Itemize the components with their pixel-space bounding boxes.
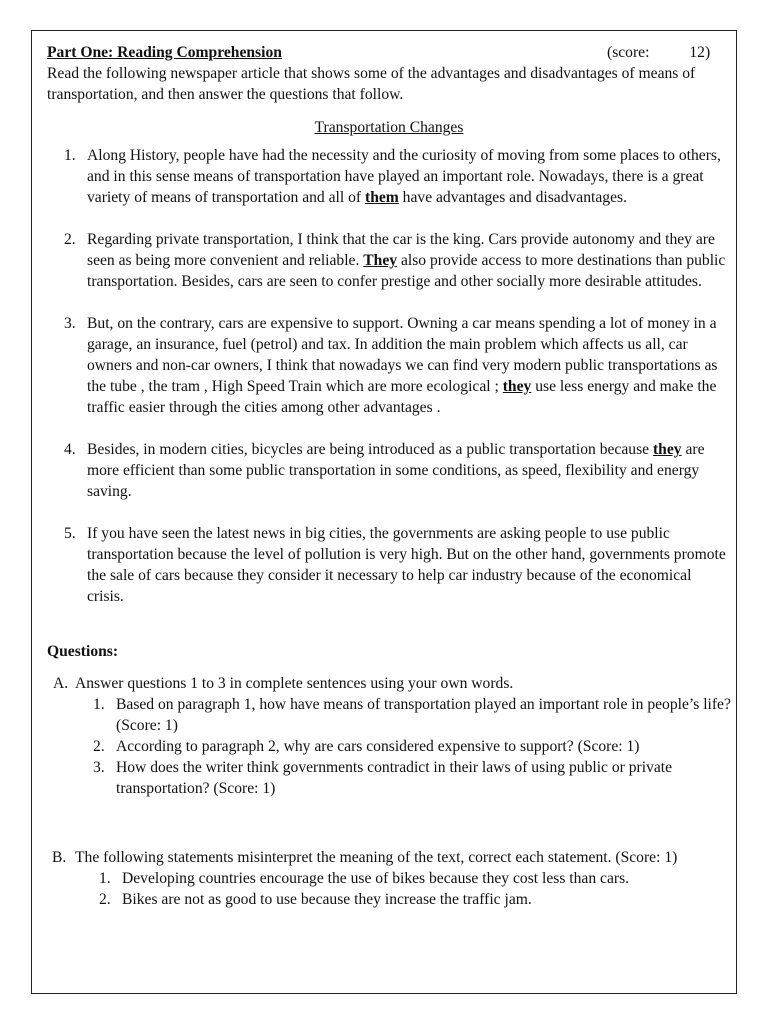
statement-number: 2. bbox=[99, 891, 111, 908]
question-number: 2. bbox=[93, 738, 105, 755]
paragraph-text: Along History, people have had the necessity and the curiosity of moving from some places to others, and in this sense means of transportation have played an important role. Nowadays, there is a great variety of means of transportation and all of bbox=[87, 147, 721, 206]
question-text: How does the writer think governments contradict in their laws of using public or private transportation? (Score: 1) bbox=[116, 759, 673, 797]
article-title: Transportation Changes bbox=[314, 119, 464, 136]
article-paragraphs bbox=[47, 145, 731, 607]
article-paragraph-2 bbox=[47, 229, 731, 292]
reference-word: they bbox=[502, 378, 532, 395]
score-label: (score: bbox=[607, 44, 650, 61]
statement-item bbox=[47, 889, 731, 910]
section-letter: B. bbox=[52, 849, 67, 866]
statement-text: Developing countries encourage the use of bikes because they cost less than cars. bbox=[122, 870, 630, 887]
header-row bbox=[47, 42, 731, 63]
paragraph-number: 4. bbox=[64, 441, 76, 458]
paragraph-number: 2. bbox=[64, 231, 76, 248]
paragraph-text: Regarding private transportation, I think that the car is the king. Cars provide autonomy and they are seen as being more convenient and reliable. bbox=[87, 231, 715, 269]
reference-word: them bbox=[365, 189, 399, 206]
questions-heading: Questions: bbox=[47, 643, 119, 660]
paragraph-number: 5. bbox=[64, 525, 76, 542]
question-number: 3. bbox=[93, 759, 105, 776]
statement-item bbox=[47, 868, 731, 889]
section-a-instruction bbox=[47, 673, 731, 694]
score-box bbox=[607, 42, 710, 63]
article-paragraph-1 bbox=[47, 145, 731, 208]
question-item bbox=[47, 757, 731, 799]
question-text: According to paragraph 2, why are cars considered expensive to support? (Score: 1) bbox=[116, 738, 640, 755]
paragraph-text: are more efficient than some public transportation in some conditions, as speed, flexibility and energy saving. bbox=[87, 441, 705, 500]
article-paragraph-4 bbox=[47, 439, 731, 502]
section-a-questions bbox=[47, 694, 731, 799]
question-item bbox=[47, 694, 731, 736]
paragraph-text: But, on the contrary, cars are expensive to support. Owning a car means spending a lot of money in a garage, an insurance, fuel (petrol) and tax. In addition the main problem which affects us all, car owners and non-car owners, I think that nowadays we can find very modern public transportations as the tube , the tram , High Speed Train which are more ecological ; bbox=[87, 315, 718, 395]
section-instruction-text: The following statements misinterpret the meaning of the text, correct each statement. (Score: 1) bbox=[75, 849, 678, 866]
score-value: 12) bbox=[689, 44, 711, 61]
section-b-statements bbox=[47, 868, 731, 910]
paragraph-text: Besides, in modern cities, bicycles are being introduced as a public transportation because bbox=[87, 441, 653, 458]
worksheet-content bbox=[47, 42, 731, 910]
question-number: 1. bbox=[93, 696, 105, 713]
paragraph-number: 3. bbox=[64, 315, 76, 332]
paragraph-text: use less energy and make the traffic easier through the cities among other advantages . bbox=[87, 378, 717, 416]
question-section-a bbox=[47, 673, 731, 799]
part-title: Part One: Reading Comprehension bbox=[47, 44, 282, 61]
section-b-instruction bbox=[47, 847, 731, 868]
article-paragraph-3 bbox=[47, 313, 731, 418]
question-item bbox=[47, 736, 731, 757]
reference-word: they bbox=[652, 441, 682, 458]
article-paragraph-5 bbox=[47, 523, 731, 607]
reference-word: They bbox=[363, 252, 398, 269]
section-letter: A. bbox=[53, 675, 69, 692]
paragraph-text: also provide access to more destinations than public transportation. Besides, cars are seen to confer prestige and other socially more desirable attitudes. bbox=[87, 252, 726, 290]
paragraph-text: have advantages and disadvantages. bbox=[398, 189, 627, 206]
statement-number: 1. bbox=[99, 870, 111, 887]
paragraph-number: 1. bbox=[64, 147, 76, 164]
section-instruction-text: Answer questions 1 to 3 in complete sentences using your own words. bbox=[75, 675, 514, 692]
statement-text: Bikes are not as good to use because they increase the traffic jam. bbox=[122, 891, 532, 908]
intro-text: Read the following newspaper article that shows some of the advantages and disadvantages of means of transportation, and then answer the questions that follow. bbox=[47, 65, 696, 103]
question-text: Based on paragraph 1, how have means of transportation played an important role in people’s life? (Score: 1) bbox=[116, 696, 731, 734]
paragraph-text: If you have seen the latest news in big cities, the governments are asking people to use public transportation because the level of pollution is very high. But on the other hand, governments promote the sale of cars because they consider it necessary to help car industry because of the economical crisis. bbox=[87, 525, 726, 605]
question-section-b bbox=[47, 847, 731, 910]
